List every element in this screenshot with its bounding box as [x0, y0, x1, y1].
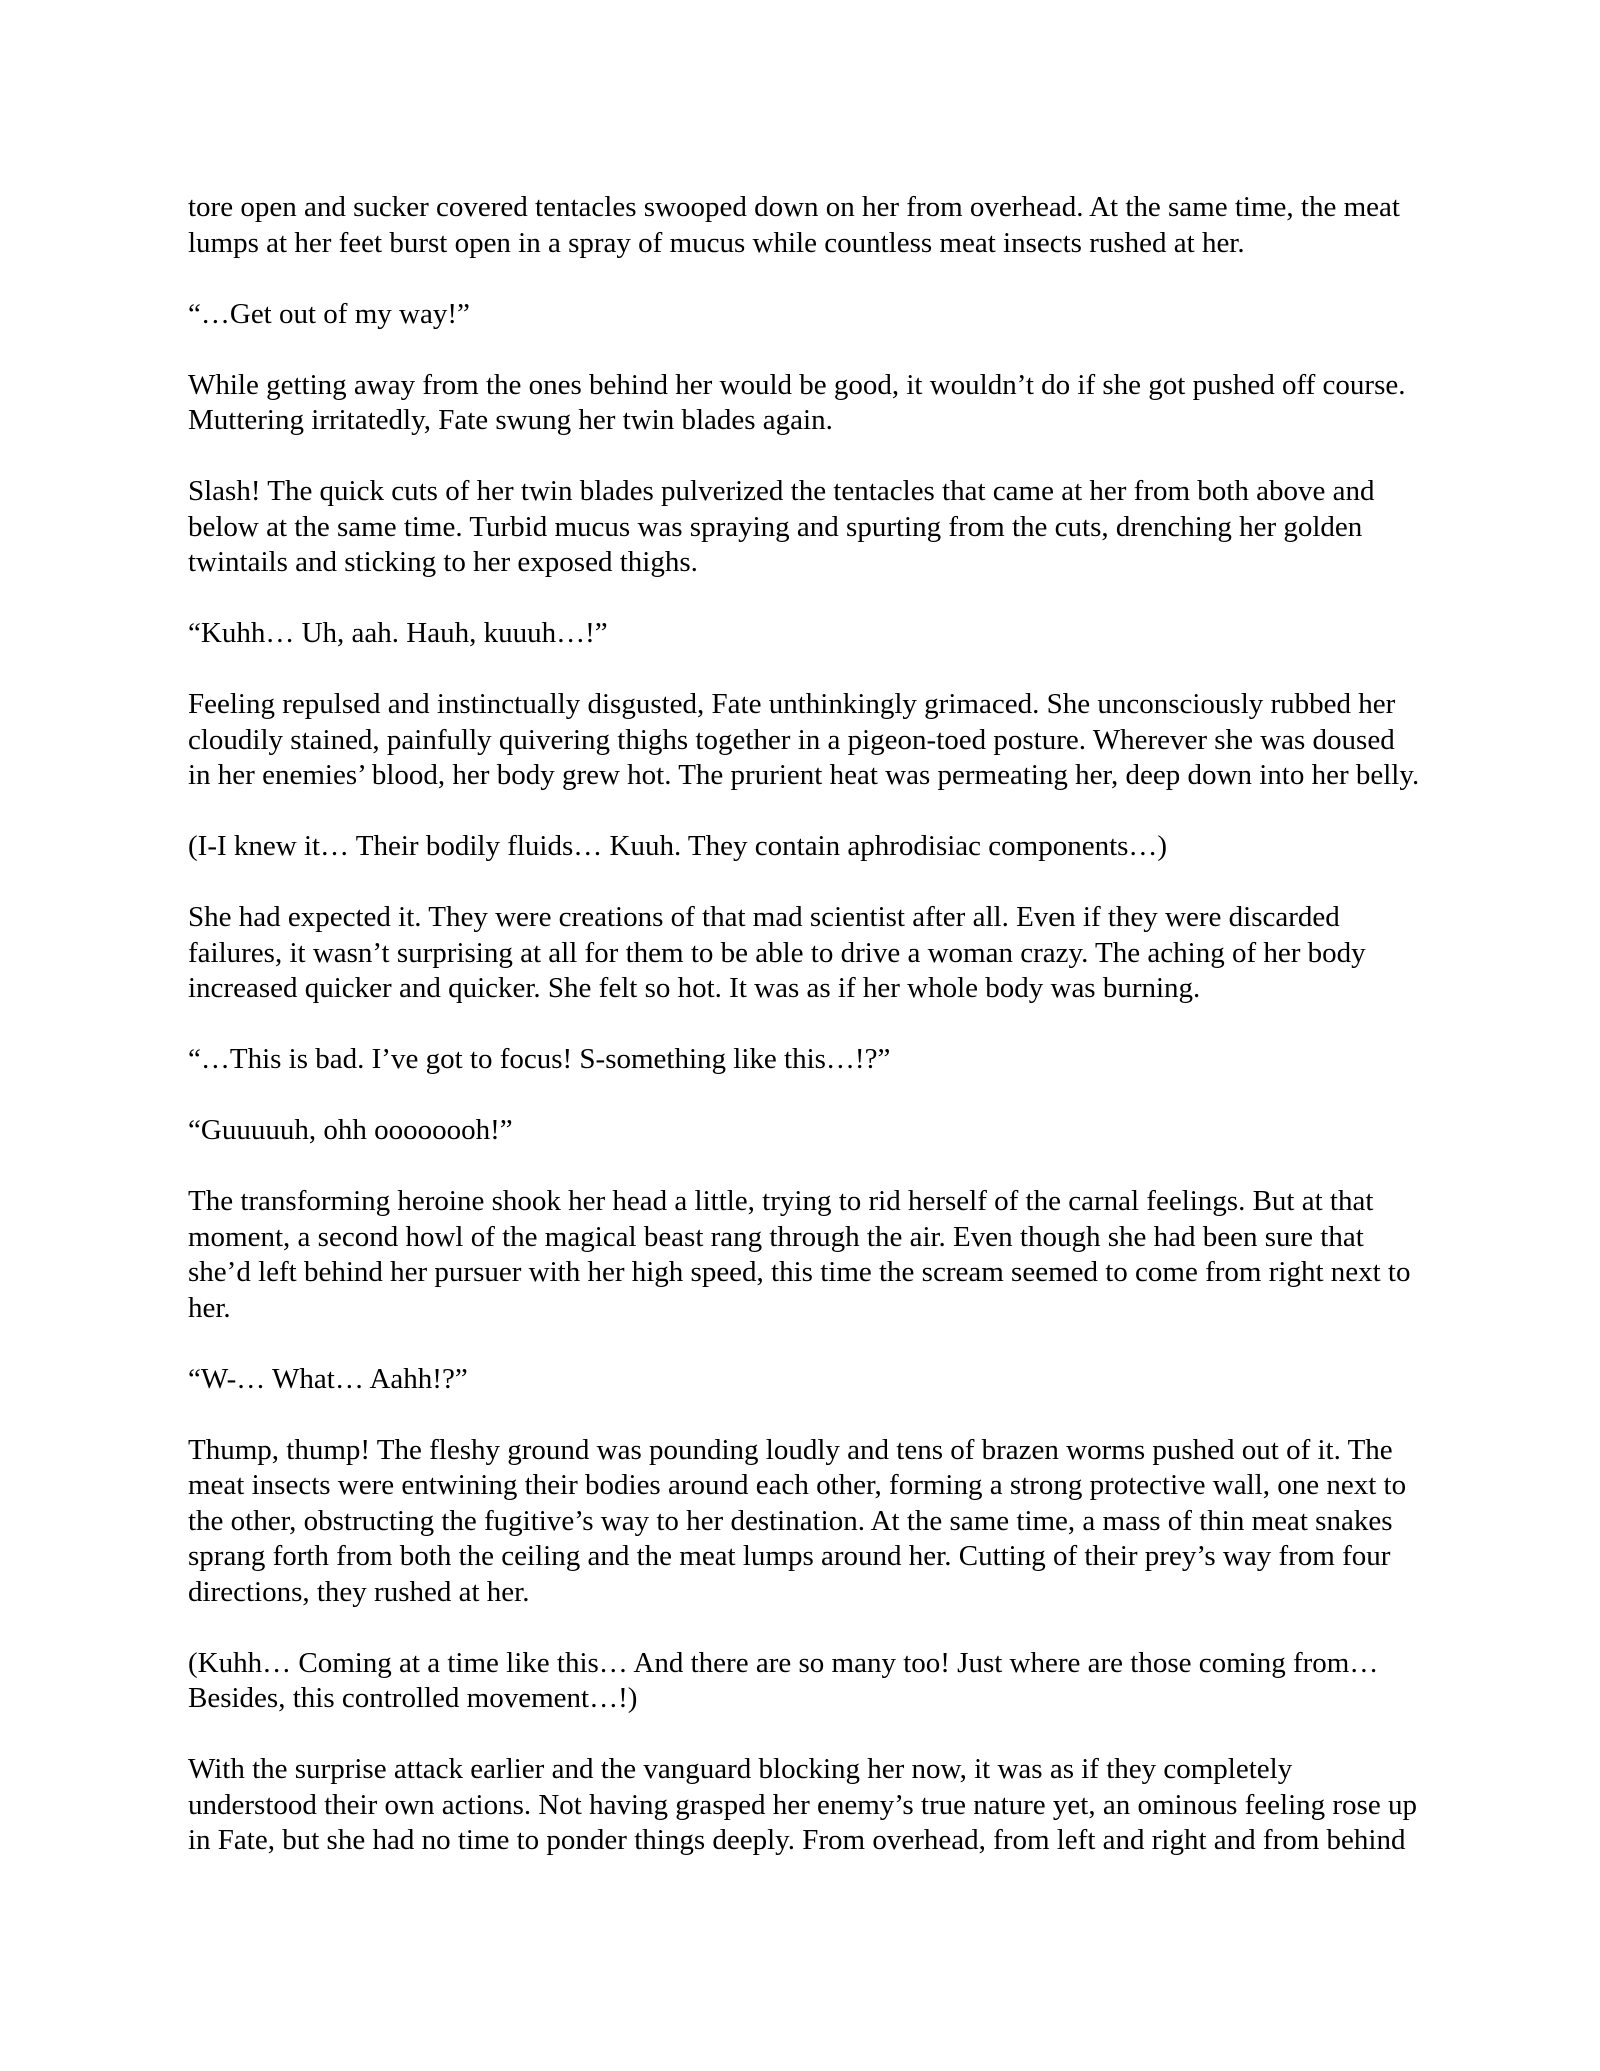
- text-line: sprang forth from both the ceiling and the meat lumps around her. Cutting of their prey’s way from four: [188, 1540, 1391, 1572]
- text-line: she’d left behind her pursuer with her high speed, this time the scream seemed to come from right next to: [188, 1256, 1411, 1288]
- paragraph: [188, 474, 1488, 581]
- paragraph: [188, 687, 1488, 794]
- text-line: She had expected it. They were creations of that mad scientist after all. Even if they were discarded: [188, 901, 1340, 933]
- paragraph: [188, 1362, 1488, 1398]
- text-line: “…Get out of my way!”: [188, 297, 470, 330]
- paragraph: [188, 616, 1488, 652]
- paragraph: [188, 829, 1488, 865]
- text-line: “Guuuuuh, ohh oooooooh!”: [188, 1114, 513, 1146]
- paragraph: [188, 1752, 1488, 1859]
- text-line: Feeling repulsed and instinctually disgusted, Fate unthinkingly grimaced. She unconsciously rubbed her: [188, 688, 1396, 720]
- text-line: in her enemies’ blood, her body grew hot. The prurient heat was permeating her, deep down into her belly.: [188, 759, 1420, 791]
- text-line: increased quicker and quicker. She felt so hot. It was as if her whole body was burning.: [188, 972, 1201, 1004]
- text-line: meat insects were entwining their bodies around each other, forming a strong protective wall, one next to: [188, 1469, 1407, 1501]
- text-line: “Kuhh… Uh, aah. Hauh, kuuuh…!”: [188, 617, 608, 649]
- paragraph: [188, 900, 1488, 1007]
- paragraph: [188, 1646, 1488, 1717]
- paragraph: [188, 368, 1488, 439]
- text-line: Muttering irritatedly, Fate swung her twin blades again.: [188, 404, 833, 436]
- text-line: “W-… What… Aahh!?”: [188, 1362, 468, 1395]
- paragraph: [188, 1042, 1488, 1078]
- paragraph: [188, 297, 1488, 333]
- text-line: in Fate, but she had no time to ponder things deeply. From overhead, from left and right and from behind: [188, 1824, 1406, 1856]
- text-line: While getting away from the ones behind her would be good, it wouldn’t do if she got pushed off course.: [188, 368, 1406, 401]
- text-line: (Kuhh… Coming at a time like this… And there are so many too! Just where are those coming from…: [188, 1646, 1379, 1679]
- text-line: below at the same time. Turbid mucus was spraying and spurting from the cuts, drenching her golden: [188, 510, 1363, 543]
- text-line: directions, they rushed at her.: [188, 1575, 530, 1608]
- text-line: lumps at her feet burst open in a spray of mucus while countless meat insects rushed at her.: [188, 226, 1245, 259]
- text-line: (I-I knew it… Their bodily fluids… Kuuh. They contain aphrodisiac components…): [188, 830, 1168, 862]
- text-line: her.: [188, 1291, 231, 1324]
- text-line: understood their own actions. Not having grasped her enemy’s true nature yet, an ominous feeling rose up: [188, 1788, 1417, 1821]
- text-line: Slash! The quick cuts of her twin blades pulverized the tentacles that came at her from both above and: [188, 475, 1375, 507]
- text-line: The transforming heroine shook her head a little, trying to rid herself of the carnal feelings. But at that: [188, 1185, 1374, 1217]
- paragraph: [188, 1433, 1488, 1611]
- paragraph: [188, 190, 1488, 261]
- paragraph: [188, 1113, 1488, 1149]
- text-line: twintails and sticking to her exposed thighs.: [188, 546, 698, 578]
- text-content: [188, 190, 1488, 1859]
- text-line: Thump, thump! The fleshy ground was pounding loudly and tens of brazen worms pushed out of it. The: [188, 1433, 1393, 1466]
- text-line: “…This is bad. I’ve got to focus! S-something like this…!?”: [188, 1043, 891, 1075]
- text-line: tore open and sucker covered tentacles swooped down on her from overhead. At the same time, the meat: [188, 191, 1400, 223]
- text-line: Besides, this controlled movement…!): [188, 1682, 638, 1714]
- text-line: With the surprise attack earlier and the vanguard blocking her now, it was as if they completely: [188, 1753, 1293, 1785]
- text-line: cloudily stained, painfully quivering thighs together in a pigeon-toed posture. Wherever she was doused: [188, 723, 1395, 756]
- paragraph: [188, 1184, 1488, 1326]
- text-line: the other, obstructing the fugitive’s way to her destination. At the same time, a mass of thin meat snakes: [188, 1504, 1393, 1537]
- text-line: failures, it wasn’t surprising at all for them to be able to drive a woman crazy. The aching of her body: [188, 936, 1366, 969]
- text-line: moment, a second howl of the magical beast rang through the air. Even though she had been sure that: [188, 1220, 1364, 1253]
